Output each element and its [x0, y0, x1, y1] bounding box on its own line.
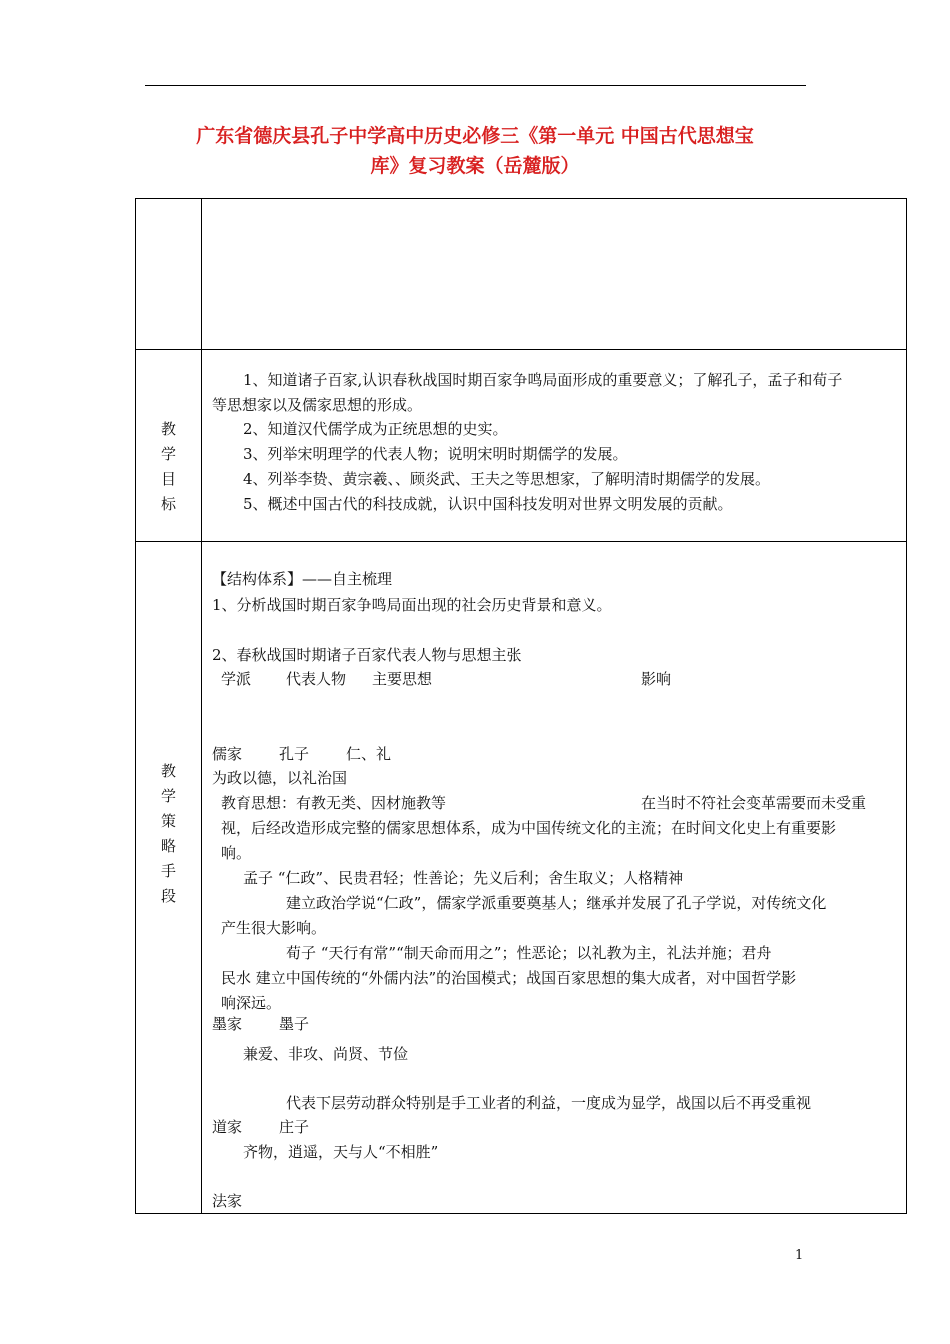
header-person: 代表人物: [286, 670, 347, 688]
strategy-label: 教 学 策 略 手 段: [160, 762, 176, 905]
rujia-influence: 在当时不符社会变革需要而未受重: [641, 794, 867, 812]
mencius-line: 孟子 “仁政”、民贵君轻；性善论；先义后利；舍生取义；人格精神: [243, 869, 684, 887]
mencius-influence: 建立政治学说“仁政”，儒家学派重要奠基人；继承并发展了孔子学说，对传统文化: [286, 894, 827, 912]
header-school: 学派: [221, 670, 252, 688]
influence-mozi: 代表下层劳动群众特别是手工业者的利益，一度成为显学，战国以后不再受重视: [286, 1094, 812, 1112]
thought-mozi: 兼爱、非攻、尚贤、节俭: [243, 1045, 409, 1063]
row-divider-2: [136, 541, 906, 542]
xunzi-line: 荀子 “天行有常”“制天命而用之”；性恶论；以礼教为主，礼法并施；君舟: [286, 944, 772, 962]
objective-line: 1、知道诸子百家,认识春秋战国时期百家争鸣局面形成的重要意义；了解孔子，孟子和荀子: [243, 371, 843, 389]
column-divider: [201, 199, 202, 1213]
thought-confucius: 仁、礼: [346, 745, 392, 763]
header-influence: 影响: [641, 670, 672, 688]
mencius-influence: 产生很大影响。: [221, 919, 327, 937]
rujia-line: 响。: [221, 844, 252, 862]
question-2: 2、春秋战国时期诸子百家代表人物与思想主张: [212, 646, 522, 664]
person-zhuangzi: 庄子: [279, 1118, 310, 1136]
question-1: 1、分析战国时期百家争鸣局面出现的社会历史背景和意义。: [212, 596, 612, 614]
school-fajia: 法家: [212, 1192, 243, 1210]
section-heading: 【结构体系】——自主梳理: [212, 570, 393, 588]
objective-line: 4、列举李贽、黄宗羲、、顾炎武、王夫之等思想家，了解明清时期儒学的发展。: [243, 470, 771, 488]
person-mozi: 墨子: [279, 1015, 310, 1033]
rujia-line: 为政以德，以礼治国: [212, 769, 348, 787]
objective-line: 等思想家以及儒家思想的形成。: [212, 396, 423, 414]
person-confucius: 孔子: [279, 745, 310, 763]
document-title-line2: 库》复习教案（岳麓版）: [370, 155, 580, 177]
lesson-plan-table: [135, 198, 907, 1214]
objective-line: 2、知道汉代儒学成为正统思想的史实。: [243, 420, 508, 438]
rujia-line: 教育思想：有教无类、因材施教等: [221, 794, 447, 812]
school-daojia: 道家: [212, 1118, 243, 1136]
header-thought: 主要思想: [372, 670, 433, 688]
rujia-line: 视，后经改造形成完整的儒家思想体系，成为中国传统文化的主流；在时间文化史上有重要影: [221, 819, 837, 837]
objective-line: 3、列举宋明理学的代表人物；说明宋明时期儒学的发展。: [243, 445, 628, 463]
xunzi-line: 响深远。: [221, 994, 282, 1012]
page-number: 1: [795, 1248, 804, 1263]
xunzi-line: 民水 建立中国传统的“外儒内法”的治国模式；战国百家思想的集大成者，对中国哲学影: [221, 969, 797, 987]
thought-zhuangzi: 齐物，逍遥，天与人“不相胜”: [243, 1143, 439, 1161]
objectives-label: 教 学 目 标: [160, 420, 176, 513]
school-rujia: 儒家: [212, 745, 243, 763]
header-rule: [145, 85, 806, 86]
row-divider-1: [136, 349, 906, 350]
document-title-line1: 广东省德庆县孔子中学高中历史必修三《第一单元 中国古代思想宝: [196, 125, 754, 147]
school-mojia: 墨家: [212, 1015, 243, 1033]
objective-line: 5、概述中国古代的科技成就，认识中国科技发明对世界文明发展的贡献。: [243, 495, 733, 513]
